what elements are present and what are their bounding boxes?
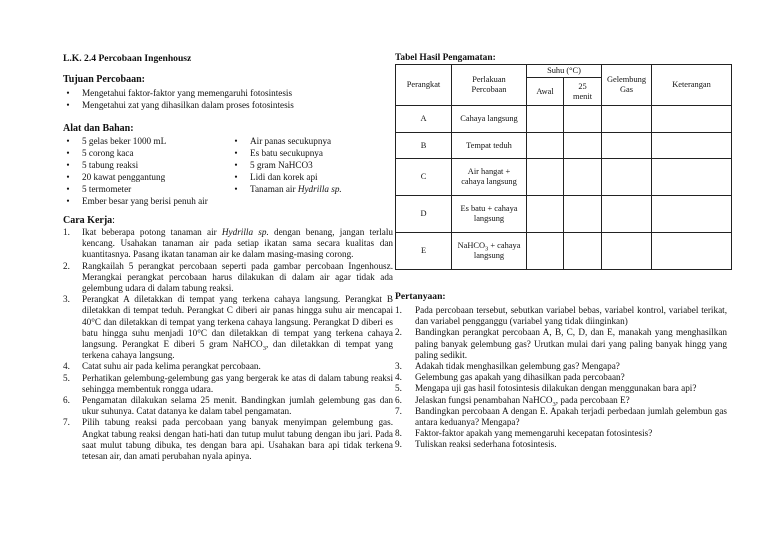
observation-table xyxy=(395,64,732,270)
header-gelembung: Gelembung Gas xyxy=(602,65,652,106)
question-item: 9. Tuliskan reaksi sederhana fotosintesis. xyxy=(395,439,557,450)
questions-heading: Pertanyaan: xyxy=(395,291,446,302)
question-item: 2. Bandingkan perangkat percobaan A, B, C, D, dan E, manakah yang menghasilkan paling banyak gelembung gas? Urutkan mulai dari yang paling banyak hingg yang paling sedikit. xyxy=(395,327,727,360)
step-item: 7. Pilih tabung reaksi pada percobaan yang banyak menyimpan gelembung gas. Angkat tabung reaksi dengan hati-hati dan tutup mulut tabung dengan ibu jari. Pada saat mulut tabung dibuka, tes dengan bara api. Usahakan bara api tidak terkena tetesan air, dan amati perubahan nyala apinya. xyxy=(63,417,393,462)
cell-keterangan[interactable] xyxy=(652,133,732,159)
tujuan-heading: Tujuan Percobaan: xyxy=(63,74,145,85)
step-item: 3. Perangkat A diletakkan di tempat yang terkena cahaya langsung. Perangkat B diletakkan di tempat teduh. Perangkat C diberi air panas hingga suhu air mencapai 40°C dan diletakkan di tempat yang terkena cahaya langsung. Perangkat D diberi es batu hingga suhu menjadi 10°C dan diletakkan di tempat yang terkena cahaya langsung. Perangkat E diberi 5 gram NaHCO$_3$, dan diletakkan di tempat yang terkena cahaya langsung. xyxy=(63,294,393,361)
cell-gelembung[interactable] xyxy=(602,133,652,159)
question-item: 6. Jelaskan fungsi penambahan NaHCO$_3$, pada percobaan E? xyxy=(395,394,630,408)
cell-25-menit[interactable] xyxy=(564,159,602,196)
header-keterangan: Keterangan xyxy=(652,65,732,106)
cell-25-menit[interactable] xyxy=(564,233,602,270)
question-item: 8. Faktor-faktor apakah yang memengaruhi kecepatan fotosintesis? xyxy=(395,428,653,439)
question-item: 4. Gelembung gas apakah yang dihasilkan pada percobaan? xyxy=(395,372,625,383)
cell-25-menit[interactable] xyxy=(564,133,602,159)
row-id: C xyxy=(396,159,452,196)
cell-keterangan[interactable] xyxy=(652,233,732,270)
cell-awal[interactable] xyxy=(527,233,564,270)
step-item: 5. Perhatikan gelembung-gelembung gas yang bergerak ke atas di dalam tabung reaksi sehingga membentuk rongga udara. xyxy=(63,372,393,394)
worksheet-title: L.K. 2.4 Percobaan Ingenhousz xyxy=(63,53,192,64)
cell-awal[interactable] xyxy=(527,133,564,159)
cara-heading: Cara Kerja: xyxy=(63,215,115,226)
header-25-menit: 25 menit xyxy=(564,78,602,106)
alat-heading: Alat dan Bahan: xyxy=(63,123,134,134)
step-item: 2. Rangkailah 5 perangkat percobaan seperti pada gambar percobaan Ingenhousz. Merangkai perangkat percobaan harus dilakukan di dalam air agar tidak ada gelembung udara di dalam tabung reaksi. xyxy=(63,260,393,294)
cell-gelembung[interactable] xyxy=(602,196,652,233)
table-title: Tabel Hasil Pengamatan: xyxy=(395,53,496,63)
row-perlakuan: Es batu + cahaya langsung xyxy=(452,196,527,233)
row-id: E xyxy=(396,233,452,270)
cell-25-menit[interactable] xyxy=(564,106,602,133)
row-perlakuan: NaHCO$_3$ + cahaya langsung xyxy=(452,233,527,270)
row-perlakuan: Cahaya langsung xyxy=(452,106,527,133)
cell-gelembung[interactable] xyxy=(602,233,652,270)
questions-list xyxy=(395,305,727,451)
cell-awal[interactable] xyxy=(527,159,564,196)
question-item: 3. Adakah tidak menghasilkan gelembung gas? Mengapa? xyxy=(395,361,620,372)
row-id: A xyxy=(396,106,452,133)
header-awal: Awal xyxy=(527,78,564,106)
row-perlakuan: Tempat teduh xyxy=(452,133,527,159)
table-row xyxy=(396,233,732,270)
table-row xyxy=(396,133,732,159)
question-item: 1. Pada percobaan tersebut, sebutkan variabel bebas, variabel kontrol, variabel terikat, dan variabel pengganggu (variabel yang tidak diinginkan) xyxy=(395,305,727,327)
table-row xyxy=(396,196,732,233)
step-item: 6. Pengamatan dilakukan selama 25 menit. Bandingkan jumlah gelembung gas dan ukur suhunya. Catat datanya ke dalam tabel pengamatan. xyxy=(63,395,393,417)
question-item: 7. Bandingkan percobaan A dengan E. Apakah terjadi perbedaan jumlah gelembun gas antara keduanya? Mengapa? xyxy=(395,405,727,428)
table-row xyxy=(396,159,732,196)
cell-gelembung[interactable] xyxy=(602,106,652,133)
header-suhu: Suhu (°C) xyxy=(527,65,602,78)
step-item: 1. Ikat beberapa potong tanaman air Hydrilla sp. dengan benang, jangan terlalu kencang. Usahakan tanaman air pada setiap ikatan sama secara kualitas dan kuantitasnya. Pasang ikatan tanaman air ke dalam masing-masing corong. xyxy=(63,227,393,260)
row-id: D xyxy=(396,196,452,233)
cell-keterangan[interactable] xyxy=(652,159,732,196)
cell-awal[interactable] xyxy=(527,196,564,233)
header-perlakuan: Perlakuan Percobaan xyxy=(452,65,527,106)
cell-gelembung[interactable] xyxy=(602,159,652,196)
step-item: 4. Catat suhu air pada kelima perangkat percobaan. xyxy=(63,361,261,372)
cell-25-menit[interactable] xyxy=(564,196,602,233)
question-item: 5. Mengapa uji gas hasil fotosintesis dilakukan dengan menggunakan bara api? xyxy=(395,383,697,394)
cell-keterangan[interactable] xyxy=(652,196,732,233)
cell-awal[interactable] xyxy=(527,106,564,133)
row-id: B xyxy=(396,133,452,159)
cell-keterangan[interactable] xyxy=(652,106,732,133)
cara-steps xyxy=(63,227,393,462)
table-row xyxy=(396,106,732,133)
row-perlakuan: Air hangat + cahaya langsung xyxy=(452,159,527,196)
header-perangkat: Perangkat xyxy=(396,65,452,106)
